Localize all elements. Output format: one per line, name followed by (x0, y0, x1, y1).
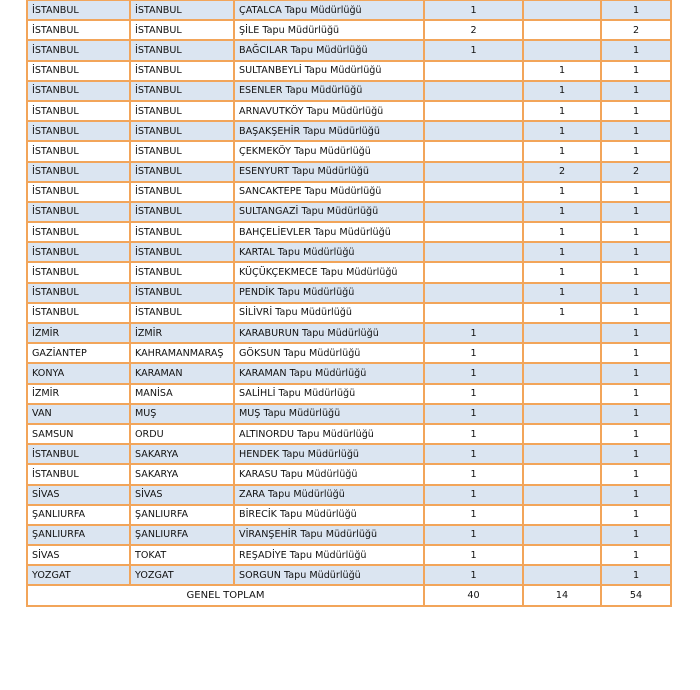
cell-count-total: 1 (601, 363, 671, 383)
cell-count-b: 2 (523, 162, 601, 182)
cell-count-total: 1 (601, 101, 671, 121)
cell-count-b: 1 (523, 222, 601, 242)
cell-province: İSTANBUL (27, 182, 130, 202)
cell-count-total: 1 (601, 262, 671, 282)
cell-district: İSTANBUL (130, 202, 234, 222)
cell-province: İSTANBUL (27, 20, 130, 40)
cell-district: MUŞ (130, 404, 234, 424)
cell-office: ALTINORDU Tapu Müdürlüğü (234, 424, 424, 444)
cell-count-total: 1 (601, 283, 671, 303)
cell-count-b: 1 (523, 182, 601, 202)
cell-count-a (424, 182, 523, 202)
cell-count-b (523, 404, 601, 424)
cell-count-total: 1 (601, 323, 671, 343)
cell-count-b: 1 (523, 262, 601, 282)
cell-count-b (523, 565, 601, 585)
table-row (27, 525, 671, 545)
cell-office: PENDİK Tapu Müdürlüğü (234, 283, 424, 303)
cell-province: ŞANLIURFA (27, 525, 130, 545)
cell-count-b (523, 464, 601, 484)
cell-province: GAZİANTEP (27, 343, 130, 363)
cell-count-a: 1 (424, 404, 523, 424)
cell-province: İSTANBUL (27, 262, 130, 282)
cell-count-a: 1 (424, 444, 523, 464)
cell-district: İSTANBUL (130, 303, 234, 323)
cell-district: İSTANBUL (130, 162, 234, 182)
table-row (27, 363, 671, 383)
cell-count-a (424, 222, 523, 242)
cell-count-b (523, 525, 601, 545)
cell-count-a: 1 (424, 0, 523, 20)
cell-count-a (424, 303, 523, 323)
cell-count-total: 1 (601, 202, 671, 222)
cell-count-b (523, 384, 601, 404)
cell-office: REŞADİYE Tapu Müdürlüğü (234, 545, 424, 565)
cell-count-a: 1 (424, 40, 523, 60)
cell-count-b (523, 20, 601, 40)
table-row (27, 222, 671, 242)
cell-district: İSTANBUL (130, 101, 234, 121)
cell-count-total: 1 (601, 222, 671, 242)
cell-province: İSTANBUL (27, 242, 130, 262)
cell-count-b (523, 363, 601, 383)
cell-office: SULTANBEYLİ Tapu Müdürlüğü (234, 61, 424, 81)
table-row (27, 464, 671, 484)
table-row (27, 0, 671, 20)
cell-province: İSTANBUL (27, 162, 130, 182)
cell-province: KONYA (27, 363, 130, 383)
table-row (27, 121, 671, 141)
cell-office: GÖKSUN Tapu Müdürlüğü (234, 343, 424, 363)
cell-count-total: 1 (601, 384, 671, 404)
cell-count-b (523, 343, 601, 363)
cell-district: İSTANBUL (130, 121, 234, 141)
cell-count-total: 1 (601, 505, 671, 525)
cell-province: YOZGAT (27, 565, 130, 585)
cell-count-a: 1 (424, 384, 523, 404)
cell-count-total: 1 (601, 485, 671, 505)
cell-district: İZMİR (130, 323, 234, 343)
cell-province: İZMİR (27, 384, 130, 404)
cell-office: BAĞCILAR Tapu Müdürlüğü (234, 40, 424, 60)
cell-count-total: 1 (601, 545, 671, 565)
cell-count-a: 1 (424, 464, 523, 484)
table-row (27, 242, 671, 262)
cell-count-a: 1 (424, 363, 523, 383)
cell-count-total: 1 (601, 343, 671, 363)
cell-count-a: 1 (424, 505, 523, 525)
cell-province: İSTANBUL (27, 101, 130, 121)
cell-count-total: 2 (601, 20, 671, 40)
cell-office: BAHÇELİEVLER Tapu Müdürlüğü (234, 222, 424, 242)
cell-count-a (424, 283, 523, 303)
cell-count-b: 1 (523, 101, 601, 121)
table-row (27, 283, 671, 303)
cell-office: VİRANŞEHİR Tapu Müdürlüğü (234, 525, 424, 545)
cell-count-a (424, 81, 523, 101)
cell-count-total: 1 (601, 464, 671, 484)
cell-district: İSTANBUL (130, 182, 234, 202)
cell-count-a (424, 162, 523, 182)
cell-count-total: 1 (601, 444, 671, 464)
cell-count-a: 1 (424, 485, 523, 505)
cell-count-b: 1 (523, 121, 601, 141)
total-row (27, 585, 671, 605)
cell-count-b: 1 (523, 303, 601, 323)
cell-province: SİVAS (27, 545, 130, 565)
cell-province: SİVAS (27, 485, 130, 505)
cell-district: MANİSA (130, 384, 234, 404)
cell-count-a: 1 (424, 545, 523, 565)
tapu-mudurlugu-table (26, 0, 672, 607)
cell-count-a (424, 262, 523, 282)
cell-province: SAMSUN (27, 424, 130, 444)
cell-count-total: 1 (601, 424, 671, 444)
table-row (27, 343, 671, 363)
cell-district: İSTANBUL (130, 262, 234, 282)
cell-office: SİLİVRİ Tapu Müdürlüğü (234, 303, 424, 323)
cell-count-total: 1 (601, 121, 671, 141)
cell-count-total: 1 (601, 404, 671, 424)
cell-office: SALİHLİ Tapu Müdürlüğü (234, 384, 424, 404)
cell-district: İSTANBUL (130, 61, 234, 81)
cell-office: HENDEK Tapu Müdürlüğü (234, 444, 424, 464)
cell-count-b: 1 (523, 61, 601, 81)
table-body (27, 0, 671, 606)
cell-count-b: 1 (523, 242, 601, 262)
cell-province: İSTANBUL (27, 303, 130, 323)
cell-office: KARABURUN Tapu Müdürlüğü (234, 323, 424, 343)
table-row (27, 40, 671, 60)
cell-count-b (523, 0, 601, 20)
cell-count-total: 1 (601, 61, 671, 81)
cell-district: KAHRAMANMARAŞ (130, 343, 234, 363)
cell-count-b (523, 424, 601, 444)
table-row (27, 202, 671, 222)
cell-count-b: 1 (523, 283, 601, 303)
table-row (27, 505, 671, 525)
table-row (27, 262, 671, 282)
cell-count-a: 1 (424, 424, 523, 444)
total-col4: 40 (424, 585, 523, 605)
cell-office: ÇEKMEKÖY Tapu Müdürlüğü (234, 141, 424, 161)
cell-district: İSTANBUL (130, 20, 234, 40)
cell-count-total: 2 (601, 162, 671, 182)
cell-count-total: 1 (601, 182, 671, 202)
table-row (27, 565, 671, 585)
cell-office: KARASU Tapu Müdürlüğü (234, 464, 424, 484)
total-col6: 54 (601, 585, 671, 605)
table-row (27, 424, 671, 444)
cell-count-b: 1 (523, 81, 601, 101)
cell-district: ŞANLIURFA (130, 505, 234, 525)
cell-count-a: 1 (424, 565, 523, 585)
cell-province: VAN (27, 404, 130, 424)
table-row (27, 182, 671, 202)
cell-count-a (424, 101, 523, 121)
cell-district: İSTANBUL (130, 242, 234, 262)
table-row (27, 101, 671, 121)
cell-office: ESENLER Tapu Müdürlüğü (234, 81, 424, 101)
table-row (27, 303, 671, 323)
cell-office: ÇATALCA Tapu Müdürlüğü (234, 0, 424, 20)
cell-office: SANCAKTEPE Tapu Müdürlüğü (234, 182, 424, 202)
cell-count-total: 1 (601, 40, 671, 60)
cell-province: İSTANBUL (27, 202, 130, 222)
cell-count-total: 1 (601, 141, 671, 161)
cell-province: İSTANBUL (27, 283, 130, 303)
cell-count-b: 1 (523, 202, 601, 222)
table-row (27, 444, 671, 464)
cell-count-total: 1 (601, 0, 671, 20)
table-row (27, 61, 671, 81)
cell-count-b (523, 505, 601, 525)
cell-count-total: 1 (601, 565, 671, 585)
cell-office: KÜÇÜKÇEKMECE Tapu Müdürlüğü (234, 262, 424, 282)
cell-district: İSTANBUL (130, 222, 234, 242)
cell-count-total: 1 (601, 242, 671, 262)
cell-office: KARAMAN Tapu Müdürlüğü (234, 363, 424, 383)
cell-province: İSTANBUL (27, 40, 130, 60)
cell-district: İSTANBUL (130, 40, 234, 60)
cell-office: BİRECİK Tapu Müdürlüğü (234, 505, 424, 525)
cell-district: İSTANBUL (130, 81, 234, 101)
cell-district: İSTANBUL (130, 0, 234, 20)
cell-district: TOKAT (130, 545, 234, 565)
table-row (27, 485, 671, 505)
cell-province: İSTANBUL (27, 222, 130, 242)
cell-province: İSTANBUL (27, 0, 130, 20)
cell-office: SULTANGAZİ Tapu Müdürlüğü (234, 202, 424, 222)
cell-district: SİVAS (130, 485, 234, 505)
cell-count-b (523, 545, 601, 565)
cell-province: İSTANBUL (27, 61, 130, 81)
table-row (27, 81, 671, 101)
cell-office: ŞİLE Tapu Müdürlüğü (234, 20, 424, 40)
cell-count-b (523, 485, 601, 505)
cell-count-a: 1 (424, 323, 523, 343)
cell-office: ZARA Tapu Müdürlüğü (234, 485, 424, 505)
cell-province: İSTANBUL (27, 81, 130, 101)
cell-office: ARNAVUTKÖY Tapu Müdürlüğü (234, 101, 424, 121)
cell-office: MUŞ Tapu Müdürlüğü (234, 404, 424, 424)
cell-count-b: 1 (523, 141, 601, 161)
cell-province: İSTANBUL (27, 121, 130, 141)
cell-office: ESENYURT Tapu Müdürlüğü (234, 162, 424, 182)
table-row (27, 404, 671, 424)
cell-count-a (424, 141, 523, 161)
cell-province: İSTANBUL (27, 464, 130, 484)
cell-district: SAKARYA (130, 464, 234, 484)
cell-count-total: 1 (601, 303, 671, 323)
cell-district: ŞANLIURFA (130, 525, 234, 545)
cell-province: ŞANLIURFA (27, 505, 130, 525)
cell-district: KARAMAN (130, 363, 234, 383)
cell-office: BAŞAKŞEHİR Tapu Müdürlüğü (234, 121, 424, 141)
cell-province: İZMİR (27, 323, 130, 343)
table-row (27, 384, 671, 404)
total-label: GENEL TOPLAM (27, 585, 424, 605)
cell-district: ORDU (130, 424, 234, 444)
cell-district: İSTANBUL (130, 141, 234, 161)
table-row (27, 323, 671, 343)
cell-office: KARTAL Tapu Müdürlüğü (234, 242, 424, 262)
cell-province: İSTANBUL (27, 141, 130, 161)
cell-count-total: 1 (601, 81, 671, 101)
cell-district: SAKARYA (130, 444, 234, 464)
cell-count-a (424, 61, 523, 81)
cell-count-b (523, 444, 601, 464)
cell-count-a (424, 202, 523, 222)
cell-province: İSTANBUL (27, 444, 130, 464)
cell-count-b (523, 323, 601, 343)
table-row (27, 162, 671, 182)
table-row (27, 141, 671, 161)
cell-district: YOZGAT (130, 565, 234, 585)
cell-count-total: 1 (601, 525, 671, 545)
cell-count-a (424, 242, 523, 262)
cell-count-a: 1 (424, 343, 523, 363)
cell-count-a: 2 (424, 20, 523, 40)
cell-office: SORGUN Tapu Müdürlüğü (234, 565, 424, 585)
cell-count-a (424, 121, 523, 141)
table-row (27, 545, 671, 565)
cell-count-a: 1 (424, 525, 523, 545)
table-row (27, 20, 671, 40)
total-col5: 14 (523, 585, 601, 605)
cell-district: İSTANBUL (130, 283, 234, 303)
cell-count-b (523, 40, 601, 60)
